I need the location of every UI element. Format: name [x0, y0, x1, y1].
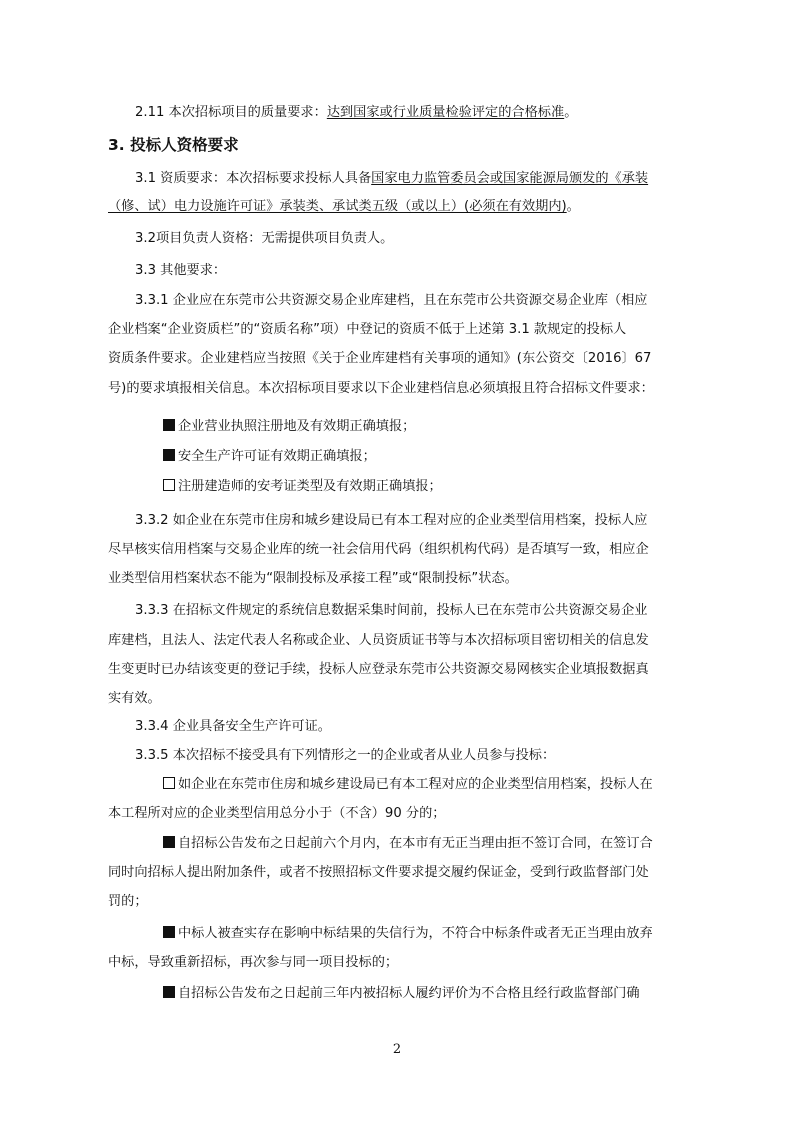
exclusion-text: 中标，导致重新招标，再次参与同一项目投标的；: [108, 955, 399, 970]
checked-box-icon: [163, 926, 175, 938]
clause-2-11-underlined: 达到国家或行业质量检验评定的合格标准: [326, 105, 565, 120]
checked-box-icon: [163, 986, 175, 998]
clause-3-3-2-line: 业类型信用档案状态不能为“限制投标及承接工程”或“限制投标”状态。: [108, 571, 518, 586]
section-heading-3: 3. 投标人资格要求: [108, 136, 239, 154]
exclusion-item: [163, 776, 653, 794]
exclusion-item: [163, 925, 653, 943]
clause-3-1-line-1: [135, 170, 648, 188]
checklist-item-label: 企业营业执照注册地及有效期正确填报；: [178, 419, 416, 434]
clause-3-3-5: 3.3.5 本次招标不接受具有下列情形之一的企业或者从业人员参与投标：: [135, 748, 556, 763]
clause-3-3-3-line: 3.3.3 在招标文件规定的系统信息数据采集时间前，投标人已在东莞市公共资源交易企业: [135, 603, 648, 618]
clause-3-3-3-line: 实有效。: [108, 691, 161, 706]
checklist-item: [163, 418, 415, 436]
clause-3-3-3-line: 生变更时已办结该变更的登记手续，投标人应登录东莞市公共资源交易网核实企业填报数据真: [108, 662, 649, 677]
exclusion-item: [163, 985, 640, 1003]
unchecked-box-icon: [163, 777, 175, 789]
clause-3-1-underlined-2: （修、试）电力设施许可证》承装类、承试类五级（或以上）(必须在有效期内): [108, 199, 567, 214]
exclusion-text: 自招标公告发布之日起前六个月内，在本市有无正当理由拒不签订合同，在签订合: [178, 836, 653, 851]
unchecked-box-icon: [163, 479, 175, 491]
clause-3-2: 3.2项目负责人资格：无需提供项目负责人。: [135, 231, 394, 246]
clause-3-1-line-2: [108, 198, 580, 216]
clause-3-3-1-line: 资质条件要求。企业建档应当按照《关于企业库建档有关事项的通知》(东公资交〔2016〕67: [108, 351, 652, 366]
clause-3-3-1-line: 3.3.1 企业应在东莞市公共资源交易企业库建档，且在东莞市公共资源交易企业库（相应: [135, 293, 648, 308]
checked-box-icon: [163, 419, 175, 431]
clause-3-1-underlined-1: 国家电力监管委员会或国家能源局颁发的《承装: [371, 171, 649, 186]
clause-2-11-suffix: 。: [564, 105, 578, 120]
checklist-item-label: 安全生产许可证有效期正确填报；: [178, 449, 376, 464]
clause-3-3: 3.3 其他要求：: [135, 263, 227, 278]
clause-2-11-prefix: 2.11 本次招标项目的质量要求：: [135, 105, 327, 120]
clause-3-3-2-line: 尽早核实信用档案与交易企业库的统一社会信用代码（组织机构代码）是否填写一致，相应企: [108, 542, 649, 557]
exclusion-text: 本工程所对应的企业类型信用总分小于（不含）90 分的；: [108, 806, 446, 821]
clause-3-1-prefix: 3.1 资质要求：本次招标要求投标人具备: [135, 171, 372, 186]
exclusion-text: 中标人被查实存在影响中标结果的失信行为，不符合中标条件或者无正当理由放弃: [178, 926, 653, 941]
exclusion-text: 如企业在东莞市住房和城乡建设局已有本工程对应的企业类型信用档案，投标人在: [178, 777, 653, 792]
clause-3-3-4: 3.3.4 企业具备安全生产许可证。: [135, 719, 331, 734]
exclusion-text: 同时向招标人提出附加条件，或者不按照招标文件要求提交履约保证金，受到行政监督部门处: [108, 865, 649, 880]
exclusion-item: [163, 835, 653, 853]
clause-2-11: [135, 104, 577, 122]
exclusion-text: 罚的；: [108, 894, 148, 909]
clause-3-3-2-line: 3.3.2 如企业在东莞市住房和城乡建设局已有本工程对应的企业类型信用档案，投标人应: [135, 513, 648, 528]
checklist-item: [163, 448, 376, 466]
page-number: 2: [392, 1042, 402, 1057]
clause-3-3-1-line: 企业档案“企业资质栏”的“资质名称”项）中登记的资质不低于上述第 3.1 款规定的投标人: [108, 322, 627, 337]
exclusion-text: 自招标公告发布之日起前三年内被招标人履约评价为不合格且经行政监督部门确: [178, 986, 640, 1001]
clause-3-3-3-line: 库建档，且法人、法定代表人名称或企业、人员资质证书等与本次招标项目密切相关的信息发: [108, 633, 649, 648]
clause-3-3-1-line: 号)的要求填报相关信息。本次招标项目要求以下企业建档信息必须填报且符合招标文件要求：: [108, 381, 654, 396]
checked-box-icon: [163, 836, 175, 848]
clause-3-1-suffix: 。: [566, 199, 580, 214]
checklist-item-label: 注册建造师的安考证类型及有效期正确填报；: [178, 479, 442, 494]
checked-box-icon: [163, 449, 175, 461]
checklist-item: [163, 478, 442, 496]
